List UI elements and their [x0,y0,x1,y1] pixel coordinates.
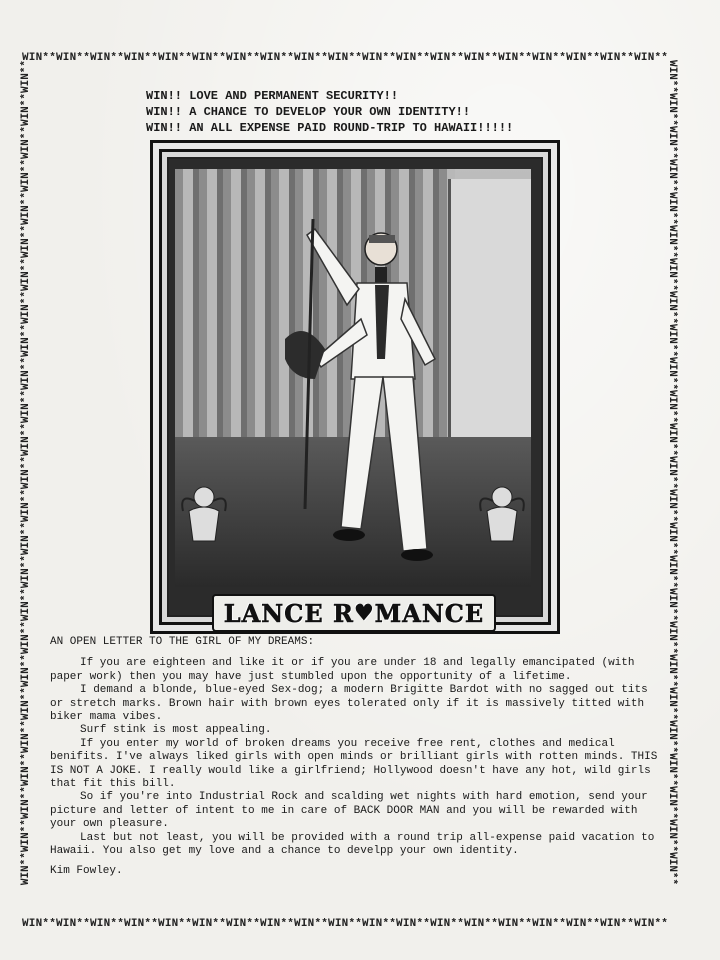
headline-3: WIN!! AN ALL EXPENSE PAID ROUND-TRIP TO HAWAII!!!!! [146,121,514,135]
letter-paragraph: Surf stink is most appealing. [80,724,272,737]
name-plate-title [212,594,496,632]
letter-paragraph: I demand a blonde, blue-eyed Sex-dog; a modern Brigitte Bardot with no sagged out tits or stretch marks. Brown hair with brown eyes tolerated only if it is massively titted with biker mama vibes. [50,684,648,724]
headline-block [146,88,606,136]
headline-1: WIN!! LOVE AND PERMANENT SECURITY!! [146,89,399,103]
letter-paragraph: If you are eighteen and like it or if you are under 18 and legally emancipated (with paper work) then you may have just stumbled upon the opportunity of a lifetime. [50,657,635,683]
photo [175,169,531,587]
heart-icon: ♥ [353,600,375,626]
letter-paragraph: So if you're into Industrial Rock and scalding wet nights with hard emotion, send your picture and letter of intent to me in care of BACK DOOR MAN and you will be rewarded with your own pleasure. [50,791,648,831]
headline-2: WIN!! A CHANCE TO DEVELOP YOUR OWN IDENTITY!! [146,105,471,119]
dancing-man-figure [285,209,465,587]
name-part-1: LANCE R [223,598,354,628]
win-border-left [18,60,34,920]
letter-paragraph: If you enter my world of broken dreams you receive free rent, clothes and medical benifits. I've always liked girls with open minds or brilliant girls with rotten minds. THIS IS NOT A JOKE. I really would like a girlfriend; Hollywood doesn't have any hot, wild girls that fit this bill. [50,737,658,791]
win-border-right [664,60,680,920]
win-border-left-text: WIN**WIN**WIN**WIN**WIN**WIN**WIN**WIN**WIN**WIN**WIN**WIN**WIN**WIN**WIN**WIN**WIN**WIN**WIN**WIN**WIN**WIN**WIN**WIN**WIN** [20,60,32,886]
win-border-top: WIN**WIN**WIN**WIN**WIN**WIN**WIN**WIN**WIN**WIN**WIN**WIN**WIN**WIN**WIN**WIN**WIN**WIN**WIN** [22,52,669,64]
name-part-2: MANCE [374,598,485,628]
open-letter [50,636,660,878]
letter-signature: Kim Fowley. [50,864,123,877]
cherub-right-icon [477,481,527,551]
win-border-bottom: WIN**WIN**WIN**WIN**WIN**WIN**WIN**WIN**WIN**WIN**WIN**WIN**WIN**WIN**WIN**WIN**WIN**WIN**WIN** [22,918,669,930]
win-border-right-text: WIN**WIN**WIN**WIN**WIN**WIN**WIN**WIN**WIN**WIN**WIN**WIN**WIN**WIN**WIN**WIN**WIN**WIN**WIN**WIN**WIN**WIN**WIN**WIN**WIN** [666,60,678,886]
cherub-left-icon [179,481,229,551]
letter-salutation: AN OPEN LETTER TO THE GIRL OF MY DREAMS: [50,636,315,648]
letter-paragraph: Last but not least, you will be provided with a round trip all-expense paid vacation to Hawaii. You also get my love and a chance to develpp your own identity. [50,831,655,858]
ornate-photo-frame [150,140,560,634]
